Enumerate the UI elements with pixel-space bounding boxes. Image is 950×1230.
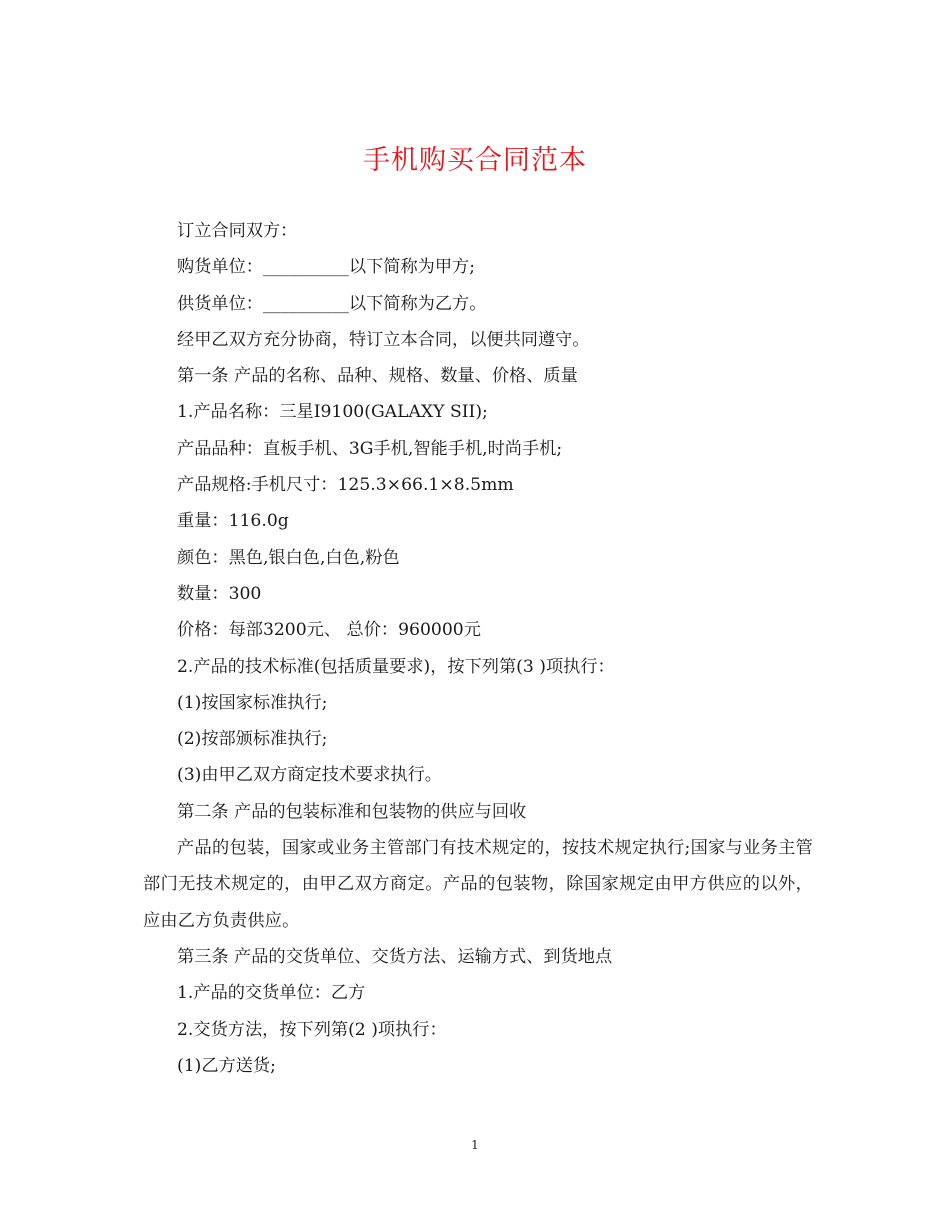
document-body bbox=[143, 213, 813, 1084]
paragraph-buyer: 购货单位：__________以下简称为甲方; bbox=[177, 257, 475, 278]
paragraph-supplier: 供货单位：__________以下简称为乙方。 bbox=[177, 293, 487, 314]
paragraph-packaging: 产品的包装，国家或业务主管部门有技术规定的，按技术规定执行;国家与业务主管部门无技术规定的，由甲乙双方商定。产品的包装物，除国家规定由甲方供应的以外，应由乙方负责供应。 bbox=[143, 838, 813, 931]
article-3-heading: 第三条 产品的交货单位、交货方法、运输方式、到货地点 bbox=[177, 946, 613, 967]
paragraph-colors: 颜色：黑色,银白色,白色,粉色 bbox=[177, 547, 400, 568]
paragraph-product-type: 产品品种：直板手机、3G手机,智能手机,时尚手机; bbox=[177, 438, 563, 459]
article-2-heading: 第二条 产品的包装标准和包装物的供应与回收 bbox=[177, 801, 527, 822]
paragraph-delivery-method: 2.交货方法，按下列第(2 )项执行： bbox=[177, 1019, 447, 1040]
paragraph-product-spec: 产品规格:手机尺寸：125.3×66.1×8.5mm bbox=[177, 475, 514, 496]
list-item-negotiated-standard: (3)由甲乙双方商定技术要求执行。 bbox=[177, 765, 442, 786]
paragraph-quantity: 数量：300 bbox=[177, 583, 262, 604]
paragraph-product-name: 1.产品名称：三星I9100(GALAXY SII); bbox=[177, 402, 488, 423]
paragraph-tech-standard: 2.产品的技术标准(包括质量要求)，按下列第(3 )项执行： bbox=[177, 656, 615, 677]
page-number: 1 bbox=[471, 1138, 479, 1152]
article-1-heading: 第一条 产品的名称、品种、规格、数量、价格、质量 bbox=[177, 366, 578, 387]
list-item-ministry-standard: (2)按部颁标准执行; bbox=[177, 729, 328, 750]
paragraph-delivery-unit: 1.产品的交货单位：乙方 bbox=[177, 983, 366, 1004]
list-item-national-standard: (1)按国家标准执行; bbox=[177, 692, 328, 713]
paragraph-weight: 重量：116.0g bbox=[177, 511, 289, 532]
document-title: 手机购买合同范本 bbox=[363, 145, 587, 176]
paragraph-parties-heading: 订立合同双方： bbox=[177, 221, 298, 241]
paragraph-price: 价格：每部3200元、 总价：960000元 bbox=[177, 620, 481, 641]
paragraph-agreement: 经甲乙双方充分协商，特订立本合同，以便共同遵守。 bbox=[177, 329, 590, 350]
list-item-supplier-delivery: (1)乙方送货; bbox=[177, 1055, 276, 1076]
